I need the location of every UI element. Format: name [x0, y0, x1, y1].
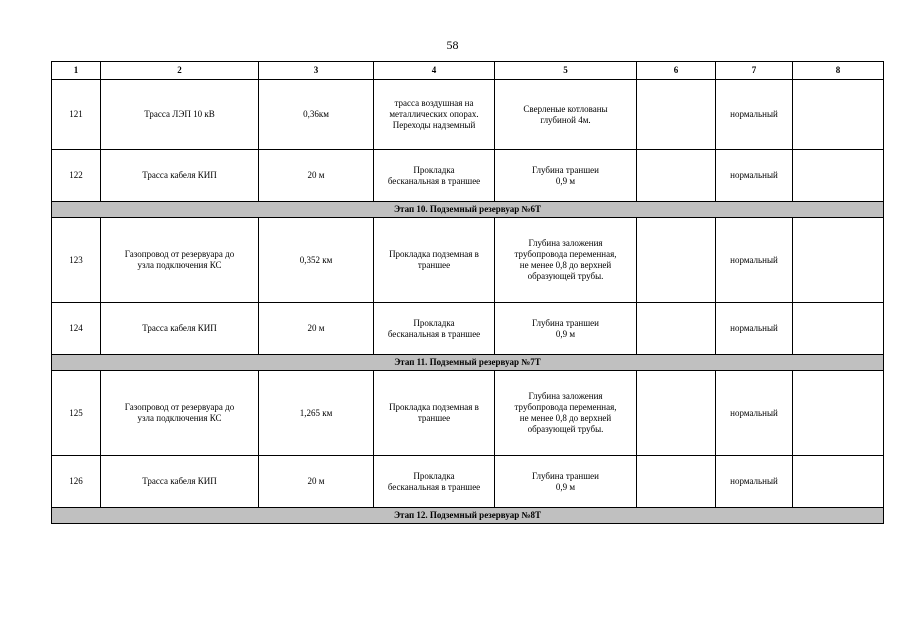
stage-row	[52, 508, 884, 524]
stage-label: Этап 11. Подземный резервуар №7Т	[52, 355, 884, 371]
table-row	[52, 303, 884, 355]
header-cell: 3	[259, 62, 374, 80]
stage-row	[52, 355, 884, 371]
table-cell	[637, 303, 716, 355]
table-cell: Глубина траншеи 0,9 м	[495, 150, 637, 202]
stage-label: Этап 12. Подземный резервуар №8Т	[52, 508, 884, 524]
table-cell	[793, 80, 884, 150]
header-cell: 1	[52, 62, 101, 80]
header-cell: 4	[374, 62, 495, 80]
table-cell: Глубина заложения трубопровода переменная, не менее 0,8 до верхней образующей трубы.	[495, 218, 637, 303]
table-cell: Трасса ЛЭП 10 кВ	[101, 80, 259, 150]
table-cell: трасса воздушная на металлических опорах. Переходы надземный	[374, 80, 495, 150]
table-cell: 1,265 км	[259, 371, 374, 456]
stage-row	[52, 202, 884, 218]
table-cell: Газопровод от резервуара до узла подключения КС	[101, 218, 259, 303]
table-cell	[793, 218, 884, 303]
table-row	[52, 371, 884, 456]
table-cell: 122	[52, 150, 101, 202]
table-row	[52, 150, 884, 202]
table-cell	[637, 218, 716, 303]
table-cell: Глубина траншеи 0,9 м	[495, 303, 637, 355]
table-cell: 123	[52, 218, 101, 303]
table-cell	[793, 303, 884, 355]
table-cell: нормальный	[716, 150, 793, 202]
table-cell: Трасса кабеля КИП	[101, 150, 259, 202]
table-cell: 20 м	[259, 303, 374, 355]
table-cell: 121	[52, 80, 101, 150]
table-cell: Прокладка подземная в траншее	[374, 218, 495, 303]
table-cell	[637, 150, 716, 202]
table-cell: 124	[52, 303, 101, 355]
table-cell: Глубина траншеи 0,9 м	[495, 456, 637, 508]
table-cell: Прокладка бесканальная в траншее	[374, 456, 495, 508]
header-cell: 2	[101, 62, 259, 80]
table-cell: Глубина заложения трубопровода переменная, не менее 0,8 до верхней образующей трубы.	[495, 371, 637, 456]
page-number: 58	[446, 38, 459, 52]
header-row	[52, 62, 884, 80]
table-cell: 0,36км	[259, 80, 374, 150]
table-cell: Сверленые котлованы глубиной 4м.	[495, 80, 637, 150]
header-cell: 7	[716, 62, 793, 80]
table-cell: 20 м	[259, 150, 374, 202]
header-cell: 6	[637, 62, 716, 80]
table-cell: 20 м	[259, 456, 374, 508]
table-cell: Трасса кабеля КИП	[101, 303, 259, 355]
header-cell: 8	[793, 62, 884, 80]
table-cell: нормальный	[716, 80, 793, 150]
table-cell: Трасса кабеля КИП	[101, 456, 259, 508]
table-cell: 126	[52, 456, 101, 508]
table-row	[52, 456, 884, 508]
table-row	[52, 80, 884, 150]
table-cell: нормальный	[716, 456, 793, 508]
table-cell	[793, 371, 884, 456]
table-cell	[793, 456, 884, 508]
table-cell: нормальный	[716, 303, 793, 355]
table-cell	[637, 80, 716, 150]
table-cell	[637, 371, 716, 456]
header-cell: 5	[495, 62, 637, 80]
document-table	[51, 61, 884, 524]
table-cell: нормальный	[716, 218, 793, 303]
table-cell: Газопровод от резервуара до узла подключения КС	[101, 371, 259, 456]
table-cell	[637, 456, 716, 508]
stage-label: Этап 10. Подземный резервуар №6Т	[52, 202, 884, 218]
table-cell: Прокладка бесканальная в траншее	[374, 150, 495, 202]
table-cell: Прокладка подземная в траншее	[374, 371, 495, 456]
table-cell: нормальный	[716, 371, 793, 456]
table-row	[52, 218, 884, 303]
table-cell	[793, 150, 884, 202]
table-cell: 125	[52, 371, 101, 456]
table-cell: 0,352 км	[259, 218, 374, 303]
table-cell: Прокладка бесканальная в траншее	[374, 303, 495, 355]
